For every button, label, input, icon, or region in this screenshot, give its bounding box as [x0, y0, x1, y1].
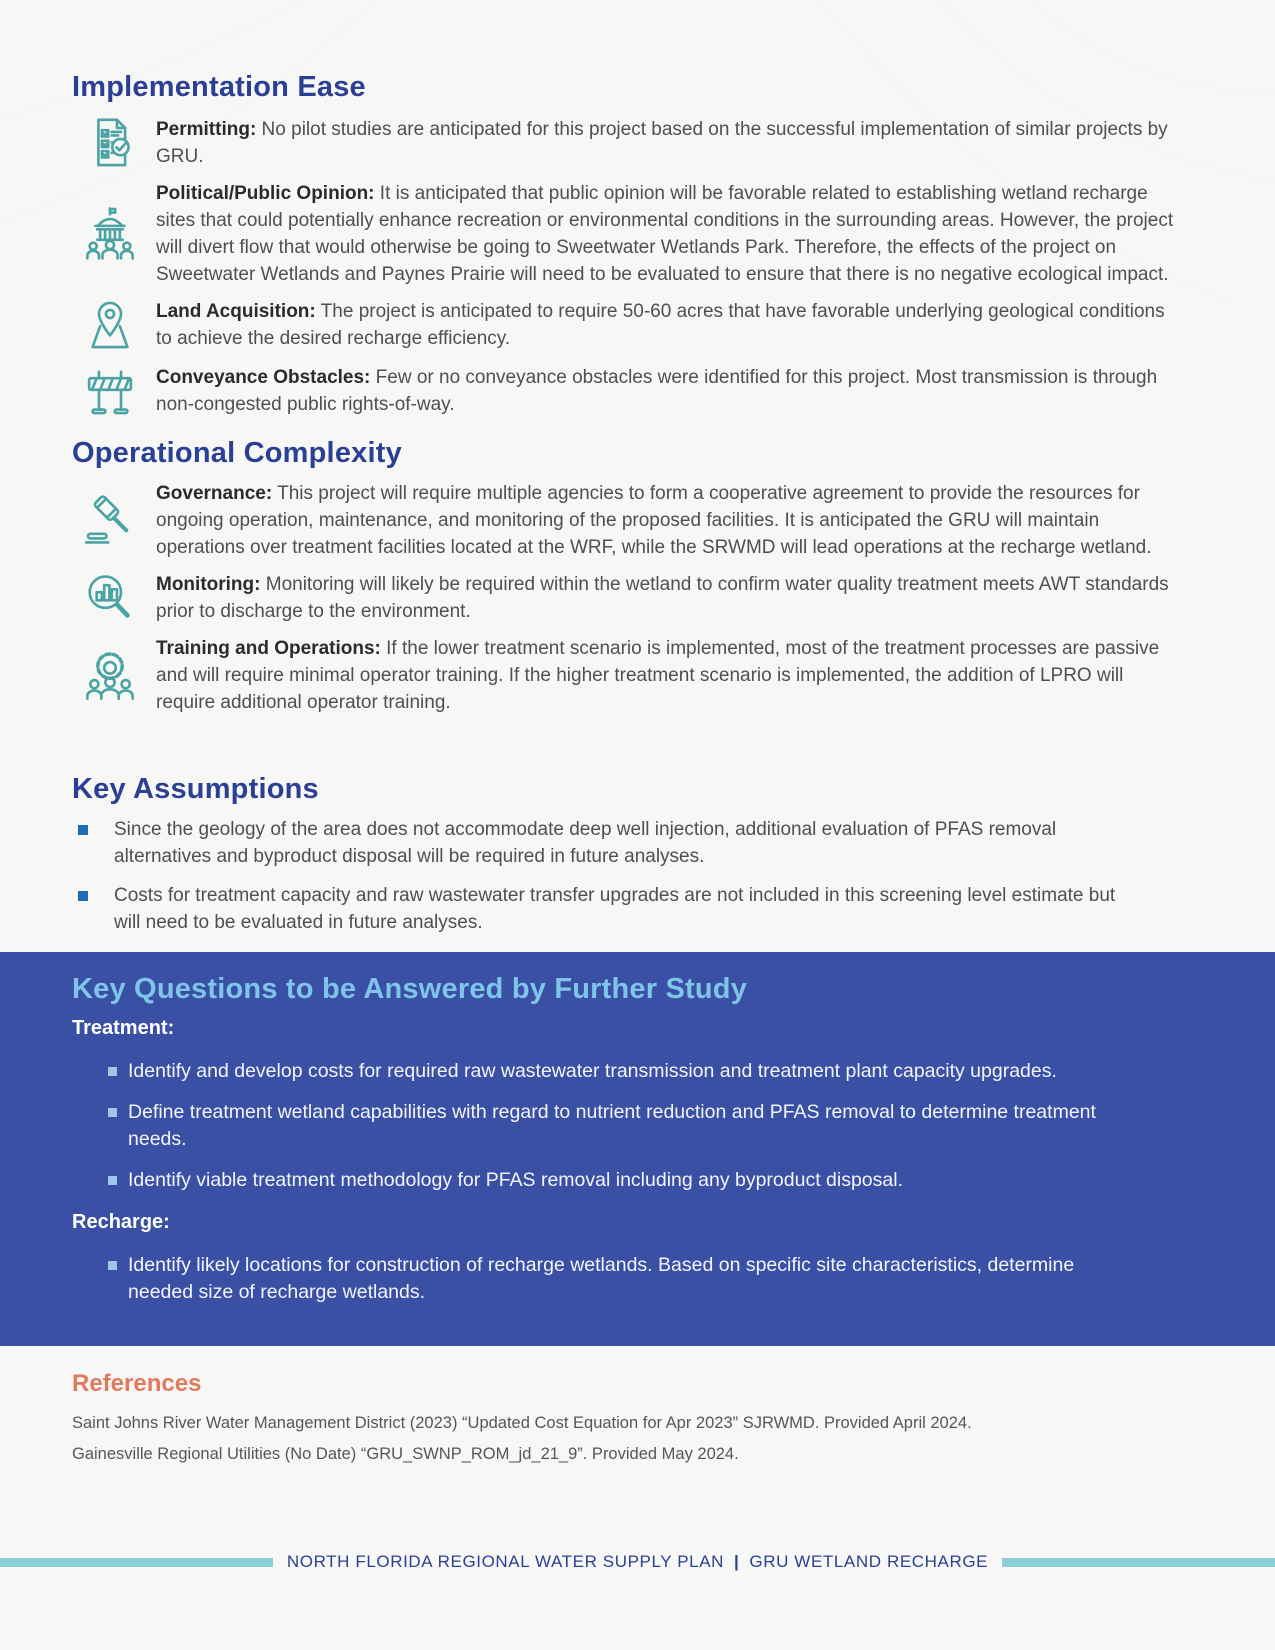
footer-right-bar: [1002, 1558, 1275, 1567]
bullet-square-icon: [108, 1261, 117, 1270]
key-assumptions-title: Key Assumptions: [72, 773, 319, 805]
question-group: [72, 1208, 1190, 1306]
topic-label: Permitting:: [156, 119, 257, 140]
topic-label: Conveyance Obstacles:: [156, 367, 371, 388]
section-implementation-ease: [0, 0, 1275, 420]
footer-separator: |: [734, 1552, 740, 1571]
footer-text: [273, 1552, 1002, 1572]
assumption-text: Costs for treatment capacity and raw wastewater transfer upgrades are not included in this screening level estimate but will need to be evaluated in future analyses.: [114, 885, 1116, 933]
question-group-label: Treatment:: [72, 1017, 175, 1039]
topic-label: Land Acquisition:: [156, 301, 316, 322]
question-item: [102, 1099, 1190, 1153]
topic-text: Land Acquisition: The project is anticipated to require 50-60 acres that have favorable underlying geological conditions to achieve the desired recharge efficiency.: [156, 301, 1165, 349]
topic-text: Conveyance Obstacles: Few or no conveyance obstacles were identified for this project. Most transmission is through non-congested public rights-of-way.: [156, 367, 1158, 415]
training-gear-people-icon: [72, 647, 148, 705]
checklist-icon: [72, 114, 148, 172]
topic-item: [72, 362, 1190, 420]
section-key-assumptions: [0, 772, 1275, 936]
question-text: Identify viable treatment methodology for PFAS removal including any byproduct disposal.: [128, 1169, 904, 1191]
assumption-item: [72, 816, 1190, 870]
topic-text: Training and Operations: If the lower treatment scenario is implemented, most of the treatment processes are passive and will require minimal operator training. If the higher treatment scenario is implemented, the addition of LPRO will require additional operator training.: [156, 638, 1160, 713]
government-building-icon: [72, 205, 148, 263]
topic-text: Monitoring: Monitoring will likely be required within the wetland to confirm water quality treatment meets AWT standards prior to discharge to the environment.: [156, 574, 1169, 622]
topic-text: Governance: This project will require multiple agencies to form a cooperative agreement to provide the resources for ongoing operation, maintenance, and monitoring of the proposed facilities. It is anticipated the GRU will maintain operations over treatment facilities located at the WRF, while the SRWMD will lead operations at the recharge wetland.: [156, 483, 1152, 558]
footer-left-bar: [0, 1558, 273, 1567]
key-questions-title: Key Questions to be Answered by Further Study: [72, 973, 748, 1005]
bullet-square-icon: [108, 1067, 117, 1076]
reference-line: Saint Johns River Water Management District (2023) “Updated Cost Equation for Apr 2023” SJRWMD. Provided April 2024.: [72, 1414, 972, 1432]
bullet-square-icon: [108, 1108, 117, 1117]
implementation-ease-title: Implementation Ease: [72, 71, 366, 103]
references-title: References: [72, 1370, 202, 1397]
bullet-square-icon: [78, 891, 88, 901]
operational-complexity-items: [72, 480, 1190, 716]
topic-item: [72, 114, 1190, 172]
key-questions-groups: [72, 1014, 1190, 1306]
question-group-label: Recharge:: [72, 1211, 170, 1233]
operational-complexity-title: Operational Complexity: [72, 437, 402, 469]
topic-label: Training and Operations:: [156, 638, 381, 659]
implementation-ease-items: [72, 114, 1190, 420]
topic-item: [72, 296, 1190, 354]
question-item: [102, 1167, 1190, 1194]
topic-label: Governance:: [156, 483, 273, 504]
topic-label: Political/Public Opinion:: [156, 183, 375, 204]
question-text: Identify likely locations for construction of recharge wetlands. Based on specific site characteristics, determine needed size of recharge wetlands.: [128, 1254, 1075, 1303]
key-assumptions-list: [72, 816, 1190, 936]
topic-item: [72, 569, 1190, 627]
question-item: [102, 1058, 1190, 1085]
topic-item: [72, 480, 1190, 561]
bullet-square-icon: [78, 825, 88, 835]
topic-item: [72, 635, 1190, 716]
question-item: [102, 1252, 1190, 1306]
footer-project-name: GRU WETLAND RECHARGE: [749, 1552, 989, 1571]
section-references: [0, 1346, 1275, 1466]
gavel-icon: [72, 492, 148, 550]
question-text: Define treatment wetland capabilities with regard to nutrient reduction and PFAS removal to determine treatment needs.: [128, 1101, 1096, 1150]
question-text: Identify and develop costs for required raw wastewater transmission and treatment plant capacity upgrades.: [128, 1060, 1057, 1082]
bullet-square-icon: [108, 1176, 117, 1185]
key-questions-panel: [0, 952, 1275, 1346]
page-footer: [0, 1552, 1275, 1572]
reference-line: Gainesville Regional Utilities (No Date) “GRU_SWNP_ROM_jd_21_9”. Provided May 2024.: [72, 1445, 739, 1463]
section-operational-complexity: [0, 436, 1275, 716]
monitoring-magnifier-icon: [72, 569, 148, 627]
topic-text: Political/Public Opinion: It is anticipated that public opinion will be favorable related to establishing wetland recharge sites that could potentially enhance recreation or environmental conditions in the surrounding areas. However, the project will divert flow that would otherwise be going to Sweetwater Wetlands Park. Therefore, the effects of the project on Sweetwater Wetlands and Paynes Prairie will need to be evaluated to ensure that there is no negative ecological impact.: [156, 183, 1174, 285]
footer-plan-name: NORTH FLORIDA REGIONAL WATER SUPPLY PLAN: [286, 1552, 725, 1571]
topic-text: Permitting: No pilot studies are anticipated for this project based on the successful implementation of similar projects by GRU.: [156, 119, 1168, 167]
map-pin-icon: [72, 296, 148, 354]
question-group: [72, 1014, 1190, 1194]
traffic-barrier-icon: [72, 362, 148, 420]
assumption-item: [72, 882, 1190, 936]
topic-item: [72, 180, 1190, 288]
topic-label: Monitoring:: [156, 574, 261, 595]
assumption-text: Since the geology of the area does not accommodate deep well injection, additional evaluation of PFAS removal alternatives and byproduct disposal will be required in future analyses.: [114, 819, 1057, 867]
